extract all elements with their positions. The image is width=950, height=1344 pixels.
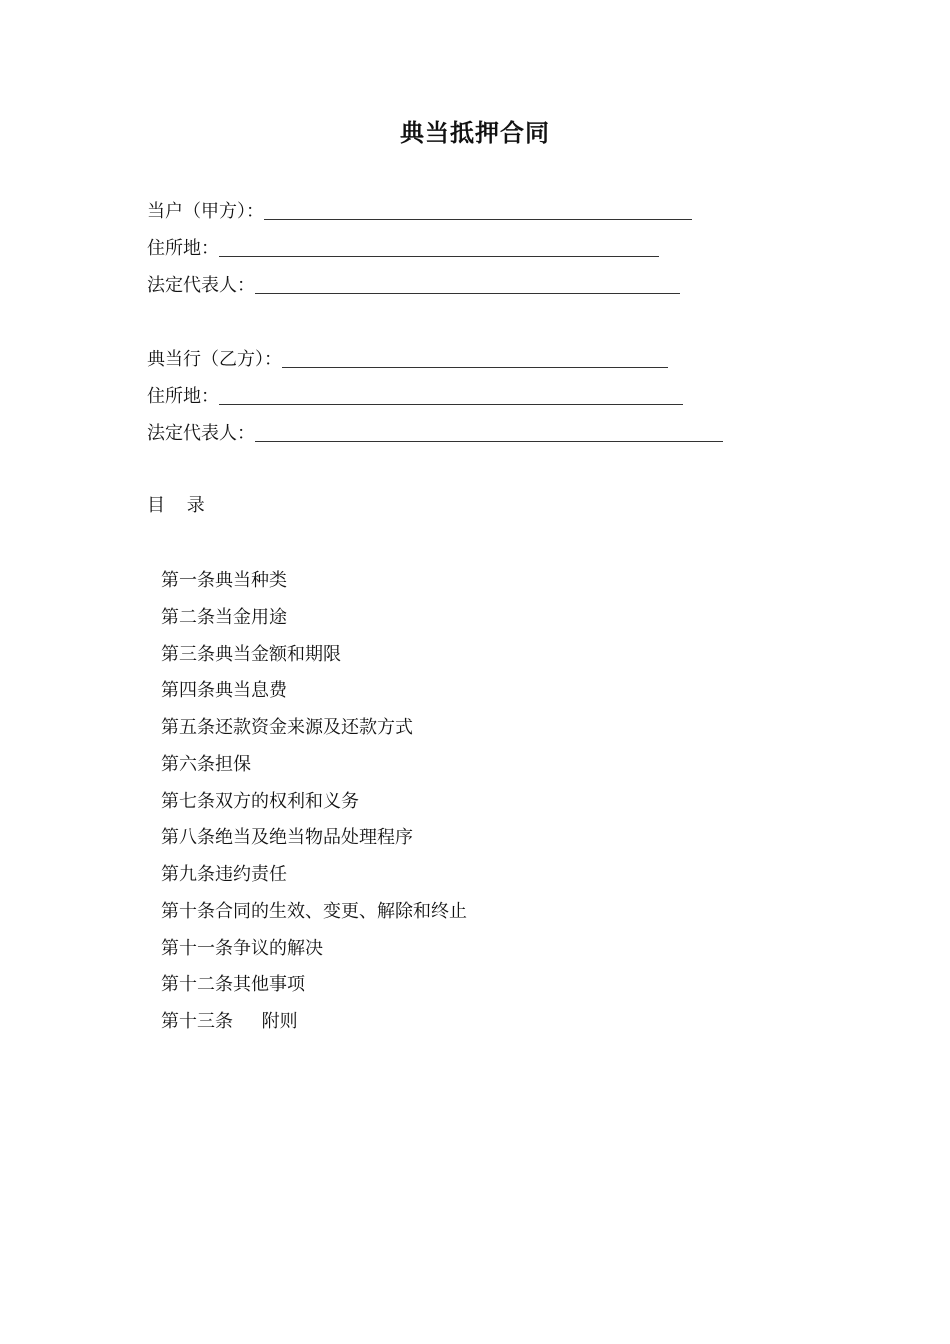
toc-item: 第十三条 附则 [161, 1011, 298, 1032]
party-b-rep-blank[interactable] [255, 441, 723, 442]
party-a-name-blank[interactable] [264, 219, 692, 220]
toc-heading: 目 录 [147, 495, 213, 516]
toc-item: 第九条违约责任 [161, 864, 287, 885]
document-title: 典当抵押合同 [400, 119, 550, 147]
toc-item: 第八条绝当及绝当物品处理程序 [161, 827, 413, 849]
toc-item: 第二条当金用途 [161, 606, 287, 628]
party-a-address-field [147, 234, 659, 260]
party-a-name-field [147, 197, 692, 223]
party-a-rep-field [147, 271, 680, 297]
toc-item: 第十一条争议的解决 [161, 937, 323, 959]
party-b-address-blank[interactable] [219, 404, 683, 405]
party-b-name-label: 典当行（乙方）： [147, 349, 282, 370]
party-b-rep-label: 法定代表人： [147, 423, 255, 444]
toc-item: 第四条典当息费 [161, 680, 287, 702]
party-a-rep-blank[interactable] [255, 293, 680, 294]
party-b-address-field [147, 382, 683, 408]
party-b-rep-field [147, 419, 723, 445]
toc-item: 第七条双方的权利和义务 [161, 790, 359, 812]
party-b-address-label: 住所地： [147, 386, 219, 407]
toc-list [161, 568, 467, 1046]
party-a-address-blank[interactable] [219, 256, 659, 257]
party-a-name-label: 当户（甲方）： [147, 201, 264, 222]
party-a-rep-label: 法定代表人： [147, 275, 255, 296]
toc-item: 第六条担保 [161, 753, 251, 775]
toc-item: 第十二条其他事项 [161, 974, 305, 996]
party-b-name-blank[interactable] [282, 367, 668, 368]
toc-item: 第一条典当种类 [161, 570, 287, 591]
party-b-name-field [147, 345, 668, 371]
toc-item: 第十条合同的生效、变更、解除和终止 [161, 900, 467, 922]
toc-item: 第三条典当金额和期限 [161, 643, 341, 665]
toc-item: 第五条还款资金来源及还款方式 [161, 717, 413, 738]
party-a-address-label: 住所地： [147, 238, 219, 259]
